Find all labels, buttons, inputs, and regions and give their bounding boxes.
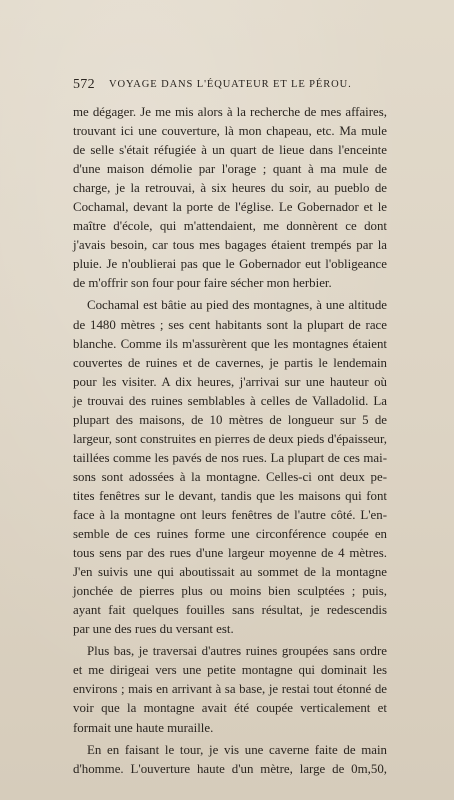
text-line: de selle s'était réfugiée à un quart de lieue dans l'enceinte (73, 143, 387, 158)
text-line: plupart des maisons, de 10 mètres de longueur sur 5 de (73, 412, 387, 427)
text-line: j'avais besoin, car tous mes bagages étaient trempés par la (73, 238, 387, 253)
text-line: semble de ces ruines forme une circonférence coupée en (73, 527, 387, 542)
text-line: largeur, sont construites en pierres de deux pieds d'épaisseur, (73, 431, 387, 446)
paragraph (73, 103, 387, 293)
text-line: de m'offrir son four pour faire sécher mon herbier. (73, 276, 332, 291)
text-line: d'une maison démolie par l'orage ; quant à ma mule de (73, 162, 387, 177)
text-line: ayant fait quelques fouilles sans résultat, je redescendis (73, 603, 387, 618)
body-text (73, 103, 387, 779)
text-line: sons sont adossées à la montagne. Celles-ci ont deux pe- (73, 469, 387, 484)
text-line: tous sens par des rues d'une largeur moyenne de 4 mètres. (73, 546, 387, 561)
text-line: taillées comme les pavés de nos rues. La plupart de ces mai- (73, 450, 387, 465)
text-line: maître d'école, qui m'attendaient, me donnèrent ce dont (73, 219, 387, 234)
text-line: jonchée de pierres plus ou moins bien sculptées ; puis, (73, 584, 387, 599)
text-line: pluie. Je n'oublierai pas que le Gobernador eut l'obligeance (73, 257, 387, 272)
page-number: 572 (73, 77, 95, 92)
text-line: Cochamal est bâtie au pied des montagnes, à une altitude (87, 298, 387, 313)
text-line: de 1480 mètres ; ses cent habitants sont la plupart de race (73, 317, 387, 332)
text-line: tites fenêtres sur le devant, tandis que les maisons qui font (73, 488, 387, 503)
text-line: formait une haute muraille. (73, 720, 214, 735)
text-line: et me dirigeai vers une petite montagne qui dominait les (73, 663, 387, 678)
text-line: Plus bas, je traversai d'autres ruines groupées sans ordre (87, 644, 387, 659)
paragraph (73, 741, 387, 779)
text-line: d'homme. L'ouverture haute d'un mètre, large de 0m,50, (73, 761, 387, 776)
text-line: Cochamal, devant la porte de l'église. Le Gobernador et le (73, 200, 387, 215)
text-line: trouvant ici une couverture, là mon chapeau, etc. Ma mule (73, 124, 387, 139)
text-line: par une des rues du versant est. (73, 622, 234, 637)
paragraph (73, 642, 387, 737)
text-line: voir que la montagne avait été coupée verticalement et (73, 701, 387, 716)
running-head: VOYAGE DANS L'ÉQUATEUR ET LE PÉROU. (109, 79, 352, 90)
text-line: je trouvai des ruines semblables à celles de Valladolid. La (73, 393, 387, 408)
text-line: me dégager. Je me mis alors à la recherche de mes affaires, (73, 105, 387, 119)
text-line: charge, je la retrouvai, à six heures du soir, au pueblo de (73, 181, 387, 196)
text-line: face à la montagne ont leurs fenêtres de l'autre côté. L'en- (73, 507, 387, 522)
paragraph (73, 296, 387, 639)
text-line: blanche. Comme ils m'assurèrent que les montagnes étaient (73, 336, 387, 351)
text-line: En en faisant le tour, je vis une caverne faite de main (87, 742, 387, 757)
text-line: couvertes de ruines et de cavernes, je partis le lendemain (73, 355, 387, 370)
text-line: environs ; mais en arrivant à sa base, je restai tout étonné de (73, 682, 387, 697)
text-line: pour les visiter. A dix heures, j'arrivai sur une hauteur où (73, 374, 387, 389)
page-header (73, 77, 387, 97)
text-line: J'en suivis une qui aboutissait au sommet de la montagne (73, 565, 387, 580)
